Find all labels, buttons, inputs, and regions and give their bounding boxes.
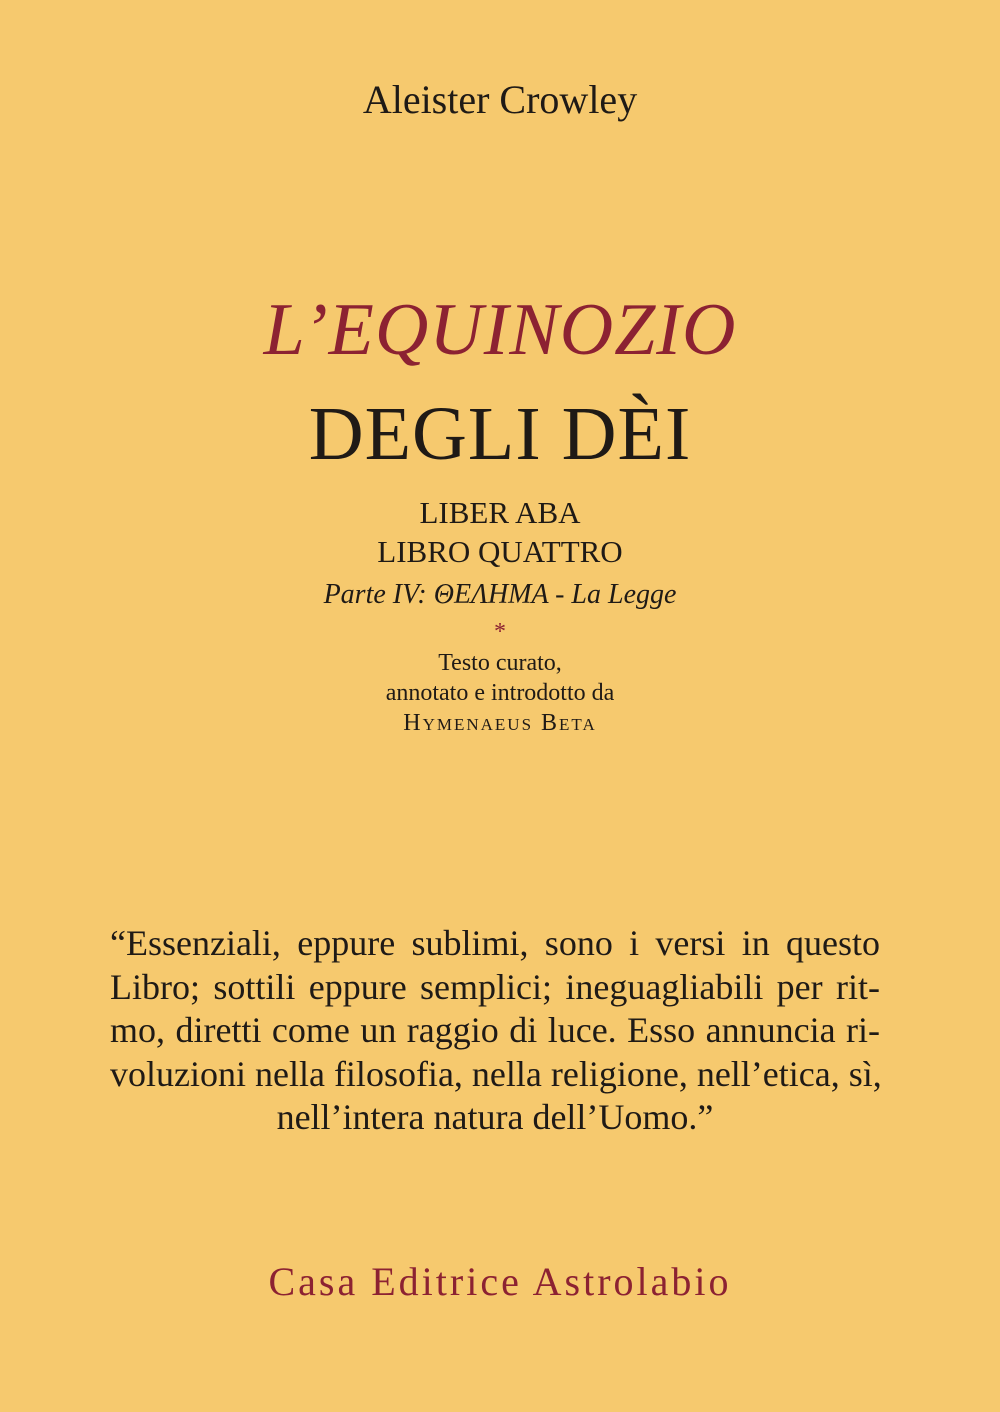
title-line-1: L’EQUINOZIO — [263, 289, 737, 371]
publisher-name: Casa Editrice Astrolabio — [268, 1259, 732, 1304]
credit-line-2: annotato e introdotto da — [385, 680, 615, 706]
author-name: Aleister Crowley — [362, 77, 638, 122]
quote-line: mo, diretti come un raggio di luce. Esso annuncia ri- — [110, 1010, 880, 1050]
editor-name: Hymenaeus Beta — [403, 710, 597, 736]
title-line-2: DEGLI DÈI — [308, 392, 692, 476]
quote-line: voluzioni nella filosofia, nella religione, nell’etica, sì, — [110, 1053, 882, 1094]
subtitle-line-3: Parte IV: ΘΕΛΗΜΑ - La Legge — [323, 579, 677, 610]
quote-line: “Essenziali, eppure sublimi, sono i versi in questo — [110, 923, 880, 963]
subtitle-line-2: LIBRO QUATTRO — [377, 534, 623, 569]
credit-line-1: Testo curato, — [438, 650, 562, 676]
separator-asterisk: * — [494, 619, 506, 645]
quote-line: Libro; sottili eppure semplici; ineguagliabili per rit- — [110, 966, 880, 1007]
quote-line: nell’intera natura dell’Uomo.” — [276, 1097, 714, 1137]
back-quote — [110, 922, 880, 1140]
subtitle-line-1: LIBER ABA — [419, 495, 581, 530]
